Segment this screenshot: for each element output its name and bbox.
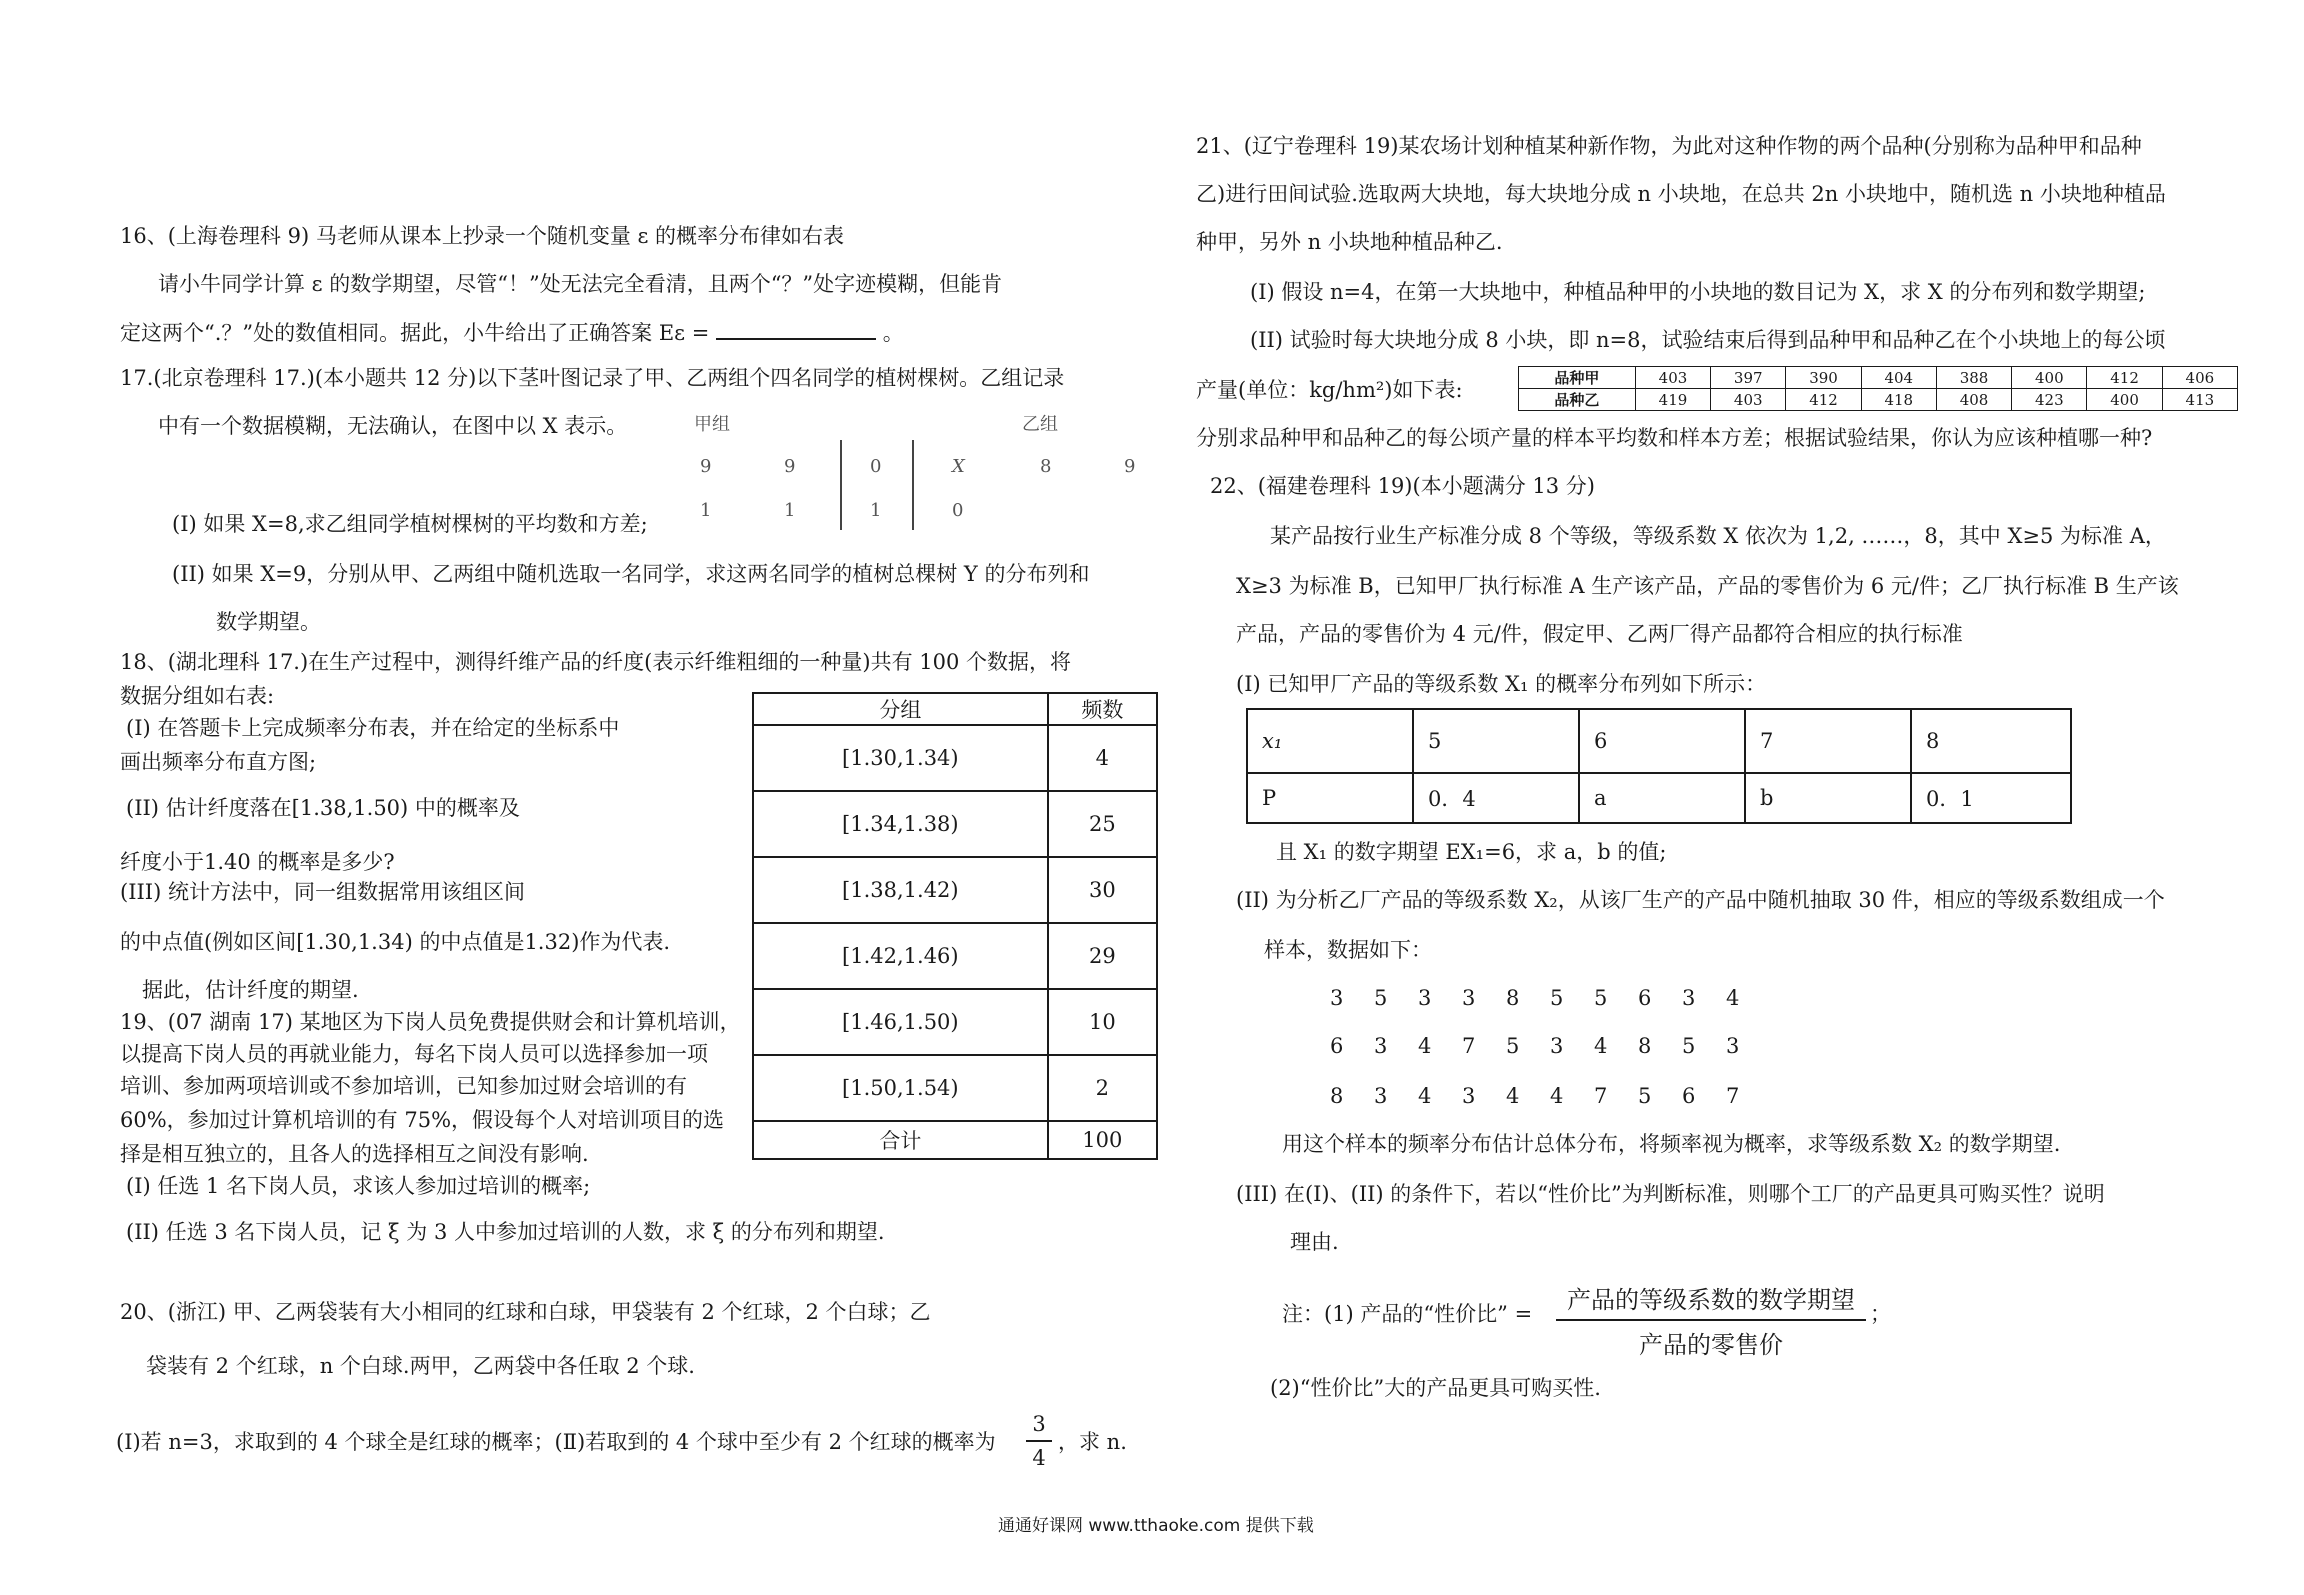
value-ratio-fraction xyxy=(1556,1280,1866,1360)
sample-value: 3 xyxy=(1374,1084,1388,1108)
q16-line3 xyxy=(120,318,904,344)
sample-value: 6 xyxy=(1682,1084,1696,1108)
table-row xyxy=(753,791,1157,857)
fraction-bar xyxy=(1556,1319,1866,1321)
fraction-denominator: 产品的零售价 xyxy=(1639,1331,1783,1359)
answer-blank xyxy=(716,318,876,340)
stem-left-label: 甲组 xyxy=(694,414,730,435)
sample-value: 8 xyxy=(1506,986,1520,1010)
table-total-row xyxy=(753,1121,1157,1159)
q21-part2: (II) 试验时每大块地分成 8 小块，即 n=8，试验结束后得到品种甲和品种乙在个小块地上的每公顷 xyxy=(1250,328,2166,352)
q22-part2b: 样本，数据如下： xyxy=(1264,938,1432,962)
sample-value: 3 xyxy=(1462,1084,1476,1108)
sample-row xyxy=(1330,1036,1770,1057)
table-cell: [1.34,1.38) xyxy=(753,791,1048,857)
q16-line1: 16、(上海卷理科 9) 马老师从课本上抄录一个随机变量 ε 的概率分布律如右表 xyxy=(120,224,845,248)
sample-value: 5 xyxy=(1682,1034,1696,1058)
table-row xyxy=(753,725,1157,791)
q17-part2a: (II) 如果 X=9，分别从甲、乙两组中随机选取一名同学，求这两名同学的植树总棵树 Y 的分布列和 xyxy=(172,562,1090,586)
q18-p1a: (I) 在答题卡上完成频率分布表，并在给定的坐标系中 xyxy=(126,716,620,740)
q22-part2a: (II) 为分析乙厂产品的等级系数 X₂，从该厂生产的产品中随机抽取 30 件，相应的等级系数组成一个 xyxy=(1236,888,2165,912)
sample-value: 7 xyxy=(1462,1034,1476,1058)
stem-leaf: 1 xyxy=(784,500,796,521)
table-cell: 10 xyxy=(1048,989,1157,1055)
q22-line2: 某产品按行业生产标准分成 8 个等级，等级系数 X 依次为 1,2, ……，8，其中 X≥5 为标准 A， xyxy=(1270,524,2166,548)
sample-value: 6 xyxy=(1638,986,1652,1010)
q22-line3: X≥3 为标准 B，已知甲厂执行标准 A 生产该产品，产品的零售价为 6 元/件；乙厂执行标准 B 生产该 xyxy=(1236,574,2179,598)
table-row xyxy=(1519,389,2238,411)
table-cell: 7 xyxy=(1745,709,1911,773)
table-cell: [1.50,1.54) xyxy=(753,1055,1048,1121)
q19-line3: 培训、参加两项培训或不参加培训，已知参加过财会培训的有 xyxy=(120,1074,687,1098)
q18-p2a: (II) 估计纤度落在[1.38,1.50) 中的概率及 xyxy=(126,796,520,820)
q18-p1b: 画出频率分布直方图; xyxy=(120,750,317,774)
q18-line1: 18、(湖北理科 17.)在生产过程中，测得纤维产品的纤度(表示纤维粗细的一种量)共有 100 个数据，将 xyxy=(120,650,1071,674)
sample-value: 3 xyxy=(1550,1034,1564,1058)
table-row xyxy=(1247,709,2071,773)
sample-value: 5 xyxy=(1638,1084,1652,1108)
q17-part2b: 数学期望。 xyxy=(216,610,321,634)
q19-part2: (II) 任选 3 名下岗人员，记 ξ 为 3 人中参加过培训的人数，求 ξ 的分布列和期望. xyxy=(126,1220,885,1244)
q21-unit-line: 产量(单位：kg/hm²)如下表: xyxy=(1196,378,1463,402)
fraction-numerator: 3 xyxy=(1032,1412,1046,1436)
sample-value: 5 xyxy=(1374,986,1388,1010)
table-row-label: x₁ xyxy=(1247,709,1413,773)
q21-line2: 乙)进行田间试验.选取两大块地，每大块地分成 n 小块地，在总共 2n 小块地中，随机选 n 小块地种植品 xyxy=(1196,182,2166,206)
table-cell: 406 xyxy=(2162,367,2237,389)
fraction-bar xyxy=(1026,1440,1052,1442)
q22-part3b: 理由. xyxy=(1290,1230,1339,1254)
table-cell: 413 xyxy=(2162,389,2237,411)
q22-line4: 产品，产品的零售价为 4 元/件，假定甲、乙两厂得产品都符合相应的执行标准 xyxy=(1236,622,1963,646)
q16-line3-text: 定这两个“.？”处的数值相同。据此，小牛给出了正确答案 Eε = xyxy=(120,321,710,345)
q21-line3: 种甲，另外 n 小块地种植品种乙. xyxy=(1196,230,1503,254)
table-cell: 412 xyxy=(1786,389,1861,411)
sample-value: 3 xyxy=(1330,986,1344,1010)
table-cell: 400 xyxy=(2012,367,2087,389)
stem-divider-left xyxy=(840,440,842,530)
stem-value: 1 xyxy=(870,500,882,521)
q22-after-table: 且 X₁ 的数字期望 EX₁=6，求 a，b 的值; xyxy=(1276,840,1667,864)
q18-p3a: (III) 统计方法中，同一组数据常用该组区间 xyxy=(120,880,525,904)
q18-p3c: 据此，估计纤度的期望. xyxy=(142,978,359,1002)
table-row xyxy=(753,1055,1157,1121)
table-row xyxy=(753,923,1157,989)
sample-value: 7 xyxy=(1594,1084,1608,1108)
table-cell: 403 xyxy=(1635,367,1710,389)
q19-line1: 19、(07 湖南 17) 某地区为下岗人员免费提供财会和计算机培训， xyxy=(120,1010,741,1034)
q22-note-prefix: 注：(1) 产品的“性价比” = xyxy=(1282,1302,1533,1326)
q21-line1: 21、(辽宁卷理科 19)某农场计划种植某种新作物，为此对这种作物的两个品种(分别称为品种甲和品种 xyxy=(1196,134,2142,158)
stem-leaf: 1 xyxy=(700,500,712,521)
table-row xyxy=(753,857,1157,923)
q17-line2: 中有一个数据模糊，无法确认，在图中以 X 表示。 xyxy=(158,414,628,438)
table-cell: 8 xyxy=(1911,709,2071,773)
table-cell: 0．4 xyxy=(1413,773,1579,823)
stem-divider-right xyxy=(912,440,914,530)
distribution-table xyxy=(1246,708,2072,824)
table-cell: 388 xyxy=(1936,367,2011,389)
q22-note-suffix: ； xyxy=(1870,1302,1891,1326)
sample-row xyxy=(1330,988,1770,1009)
q20-line1: 20、(浙江) 甲、乙两袋装有大小相同的红球和白球，甲袋装有 2 个红球，2 个白球；乙 xyxy=(120,1300,931,1324)
table-cell: a xyxy=(1579,773,1745,823)
q19-part1: (I) 任选 1 名下岗人员，求该人参加过培训的概率; xyxy=(126,1174,591,1198)
table-cell: 408 xyxy=(1936,389,2011,411)
table-cell: 0．1 xyxy=(1911,773,2071,823)
table-cell: 403 xyxy=(1711,389,1786,411)
table-cell: 5 xyxy=(1413,709,1579,773)
table-cell: 2 xyxy=(1048,1055,1157,1121)
stem-leaf: 9 xyxy=(1124,456,1136,477)
table-cell: [1.38,1.42) xyxy=(753,857,1048,923)
table-cell: 423 xyxy=(2012,389,2087,411)
table-cell: [1.30,1.34) xyxy=(753,725,1048,791)
frequency-table xyxy=(752,692,1158,1160)
q21-last-line: 分别求品种甲和品种乙的每公顷产量的样本平均数和样本方差；根据试验结果，你认为应该种植哪一种? xyxy=(1196,426,2153,450)
table-cell: 390 xyxy=(1786,367,1861,389)
q20-line3 xyxy=(116,1432,996,1453)
sample-value: 3 xyxy=(1374,1034,1388,1058)
table-cell: 404 xyxy=(1861,367,1936,389)
sample-value: 3 xyxy=(1462,986,1476,1010)
table-cell: 合计 xyxy=(753,1121,1048,1159)
table-row-label: P xyxy=(1247,773,1413,823)
footer-text: 通通好课网 www.tthaoke.com 提供下载 xyxy=(998,1516,1314,1536)
q19-line2: 以提高下岗人员的再就业能力，每名下岗人员可以选择参加一项 xyxy=(120,1042,708,1066)
table-row-label: 品种乙 xyxy=(1519,389,1636,411)
sample-value: 8 xyxy=(1330,1084,1344,1108)
table-cell: 30 xyxy=(1048,857,1157,923)
table-row xyxy=(1519,367,2238,389)
stem-leaf: 8 xyxy=(1040,456,1052,477)
sample-value: 4 xyxy=(1418,1034,1432,1058)
q16-line3-end: 。 xyxy=(882,321,904,345)
q21-part1: (I) 假设 n=4，在第一大块地中，种植品种甲的小块地的数目记为 X，求 X 的分布列和数学期望; xyxy=(1250,280,2146,304)
sample-value: 4 xyxy=(1726,986,1740,1010)
q22-part3a: (III) 在(I)、(II) 的条件下，若以“性价比”为判断标准，则哪个工厂的产品更具可购买性？说明 xyxy=(1236,1182,2105,1206)
sample-value: 8 xyxy=(1638,1034,1652,1058)
q18-p2b: 纤度小于1.40 的概率是多少? xyxy=(120,850,395,874)
sample-row xyxy=(1330,1086,1770,1107)
fraction-three-quarters xyxy=(1026,1412,1052,1470)
table-cell: 418 xyxy=(1861,389,1936,411)
sample-value: 5 xyxy=(1550,986,1564,1010)
sample-value: 5 xyxy=(1506,1034,1520,1058)
sample-value: 3 xyxy=(1726,1034,1740,1058)
stem-right-label: 乙组 xyxy=(1022,414,1058,435)
table-header: 分组 xyxy=(753,693,1048,725)
sample-value: 3 xyxy=(1418,986,1432,1010)
table-row-label: 品种甲 xyxy=(1519,367,1636,389)
table-row xyxy=(1247,773,2071,823)
table-header-row xyxy=(753,693,1157,725)
table-cell: [1.42,1.46) xyxy=(753,923,1048,989)
table-cell: 100 xyxy=(1048,1121,1157,1159)
sample-value: 4 xyxy=(1550,1084,1564,1108)
fraction-denominator: 4 xyxy=(1032,1446,1046,1470)
sample-value: 4 xyxy=(1418,1084,1432,1108)
stem-leaf: 9 xyxy=(700,456,712,477)
q17-part1: (I) 如果 X=8,求乙组同学植树棵树的平均数和方差; xyxy=(172,512,648,536)
sample-value: 4 xyxy=(1594,1034,1608,1058)
q22-note2: (2)“性价比”大的产品更具可购买性. xyxy=(1270,1376,1601,1400)
q19-line4: 60%，参加过计算机培训的有 75%，假设每个人对培训项目的选 xyxy=(120,1108,725,1132)
sample-value: 3 xyxy=(1682,986,1696,1010)
table-cell: 4 xyxy=(1048,725,1157,791)
q20-line2: 袋装有 2 个红球，n 个白球.两甲，乙两袋中各任取 2 个球. xyxy=(146,1354,695,1378)
sample-value: 4 xyxy=(1506,1084,1520,1108)
stem-value: 0 xyxy=(870,456,882,477)
sample-value: 7 xyxy=(1726,1084,1740,1108)
fraction-numerator: 产品的等级系数的数学期望 xyxy=(1567,1286,1855,1314)
q22-part1: (I) 已知甲厂产品的等级系数 X₁ 的概率分布列如下所示： xyxy=(1236,672,1767,696)
table-cell: [1.46,1.50) xyxy=(753,989,1048,1055)
table-cell: b xyxy=(1745,773,1911,823)
table-row xyxy=(753,989,1157,1055)
table-cell: 25 xyxy=(1048,791,1157,857)
q18-line2: 数据分组如右表: xyxy=(120,684,275,708)
table-cell: 29 xyxy=(1048,923,1157,989)
q16-line2: 请小牛同学计算 ε 的数学期望，尽管“！”处无法完全看清，且两个“？”处字迹模糊，但能肯 xyxy=(158,272,1003,296)
table-cell: 400 xyxy=(2087,389,2162,411)
q22-line1: 22、(福建卷理科 19)(本小题满分 13 分) xyxy=(1210,474,1595,498)
sample-value: 5 xyxy=(1594,986,1608,1010)
q17-line1: 17.(北京卷理科 17.)(本小题共 12 分)以下茎叶图记录了甲、乙两组个四名同学的植树棵树。乙组记录 xyxy=(120,366,1065,390)
q19-line5: 择是相互独立的，且各人的选择相互之间没有影响. xyxy=(120,1142,589,1166)
table-cell: 419 xyxy=(1635,389,1710,411)
table-cell: 6 xyxy=(1579,709,1745,773)
table-cell: 412 xyxy=(2087,367,2162,389)
table-cell: 397 xyxy=(1711,367,1786,389)
yield-table xyxy=(1518,366,2238,411)
q18-p3b: 的中点值(例如区间[1.30,1.34) 的中点值是1.32)作为代表. xyxy=(120,930,671,954)
q20-line3-end: ，求 n. xyxy=(1058,1430,1127,1454)
q22-part2c: 用这个样本的频率分布估计总体分布，将频率视为概率，求等级系数 X₂ 的数学期望. xyxy=(1282,1132,2061,1156)
stem-leaf: 9 xyxy=(784,456,796,477)
q20-line3-text: (Ⅰ)若 n=3，求取到的 4 个球全是红球的概率；(Ⅱ)若取到的 4 个球中至少有 2 个红球的概率为 xyxy=(116,1430,996,1454)
stem-leaf: 0 xyxy=(952,500,964,521)
sample-value: 6 xyxy=(1330,1034,1344,1058)
table-header: 频数 xyxy=(1048,693,1157,725)
stem-leaf: X xyxy=(952,456,965,477)
